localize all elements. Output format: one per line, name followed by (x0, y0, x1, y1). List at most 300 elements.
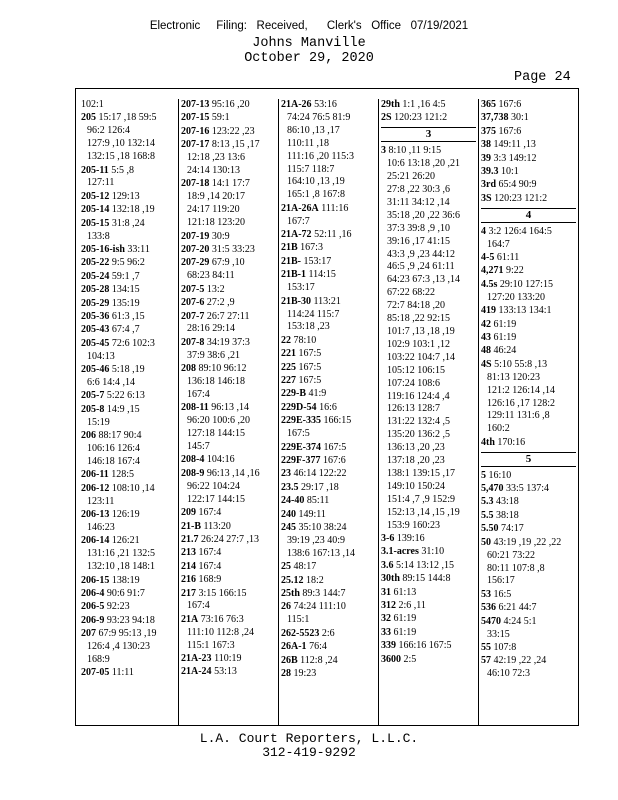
page-line-refs: 5:18 ,19 (111, 364, 145, 376)
index-term: 25 (281, 561, 291, 573)
index-term: 207-18 (181, 178, 210, 190)
index-term: 229D-54 (281, 401, 317, 413)
index-entry (79, 218, 178, 244)
index-entry (79, 628, 178, 667)
index-entry (179, 534, 278, 547)
index-entry (279, 482, 378, 495)
index-term: 207-16 (181, 125, 210, 137)
page-line-refs: 167:6 (498, 99, 522, 110)
entry-first-line (81, 509, 178, 522)
entry-first-line (181, 257, 278, 270)
entry-first-line (181, 363, 278, 376)
index-term: 3600 (381, 653, 401, 665)
index-term: 207-8 (181, 336, 205, 348)
page-line-refs: 129:13 (111, 190, 140, 202)
entry-first-line (81, 483, 178, 496)
entry-first-line (481, 319, 578, 332)
entry-first-line (281, 495, 378, 508)
index-term: 21B-30 (281, 295, 311, 307)
index-term: 229F-377 (281, 454, 321, 466)
entry-first-line (381, 560, 478, 573)
index-term: 23.5 (281, 481, 299, 493)
page-line-refs: 115:7 118:7 (287, 163, 335, 175)
index-entry (179, 614, 278, 653)
entry-first-line (281, 242, 378, 255)
index-entry (479, 193, 578, 206)
entry-continuation (481, 668, 578, 681)
index-term: 26A-1 (281, 641, 307, 653)
page-line-refs: 136:13 ,20 ,23 (387, 442, 445, 454)
index-entry (279, 509, 378, 522)
page-line-refs: 39:16 ,17 41:15 (387, 235, 451, 247)
index-column-5 (478, 99, 578, 725)
entry-continuation (381, 442, 478, 455)
index-entry (479, 305, 578, 318)
index-term: 21A (181, 613, 199, 625)
page-line-refs: 4:24 5:1 (503, 615, 537, 627)
index-term: 375 (481, 125, 496, 137)
page-line-refs: 113:20 (203, 520, 231, 532)
letter-heading: 5 (481, 452, 576, 467)
index-term: 206-4 (81, 588, 105, 600)
index-entry (479, 139, 578, 152)
index-entry (279, 415, 378, 441)
reporter-firm: L.A. Court Reporters, L.L.C. (199, 731, 419, 746)
entry-first-line (481, 265, 578, 278)
page-line-refs: 164:7 (487, 238, 510, 250)
index-term: 4-5 (481, 252, 495, 264)
entry-first-line (281, 375, 378, 388)
index-entry (79, 271, 178, 284)
entry-first-line (481, 602, 578, 615)
index-term: 207-20 (181, 243, 210, 255)
page-line-refs: 126:21 (111, 535, 140, 547)
page-line-refs: 3:3 149:12 (493, 152, 537, 164)
entry-first-line (381, 654, 478, 667)
page-line-refs: 33:11 (127, 243, 150, 255)
document-header (0, 36, 618, 66)
page-line-refs: 33:5 137:4 (506, 483, 550, 495)
entry-continuation (381, 365, 478, 378)
entry-first-line (481, 437, 578, 450)
index-entry (479, 616, 578, 642)
page-line-refs: 96:22 104:24 (187, 480, 241, 492)
page-line-refs: 167:4 (198, 547, 222, 559)
entry-first-line (81, 99, 178, 112)
index-term: 21B- (281, 255, 301, 267)
page-line-refs: 2:5 (403, 653, 417, 665)
index-entry (479, 642, 578, 655)
entry-first-line (181, 284, 278, 297)
page-line-refs: 151:4 ,7 ,9 152:9 (387, 493, 456, 505)
entry-first-line (181, 588, 278, 601)
entry-first-line (181, 99, 278, 112)
page-line-refs: 101:7 ,13 ,18 ,19 (387, 326, 455, 337)
entry-first-line (81, 364, 178, 377)
entry-first-line (181, 244, 278, 257)
index-term: 262-5523 (281, 627, 320, 639)
index-entry (279, 256, 378, 269)
deposition-date: October 29, 2020 (244, 51, 374, 66)
entry-first-line (81, 257, 178, 270)
page-line-refs: 2:6 (321, 627, 335, 639)
page-line-refs: 137:18 ,20 ,23 (387, 455, 445, 467)
page-line-refs: 6:6 14:4 ,14 (87, 377, 136, 389)
index-entry (479, 153, 578, 166)
index-term: 21A-23 (181, 653, 212, 665)
page-line-refs: 127:18 144:15 (187, 428, 246, 440)
page-line-refs: 170:16 (497, 436, 526, 448)
page-line-refs: 31:8 ,24 (111, 217, 145, 229)
letter-heading: 4 (481, 208, 576, 223)
index-entry (479, 226, 578, 252)
index-term: 205-46 (81, 364, 110, 376)
page-line-refs: 18:2 (306, 574, 324, 586)
page-line-refs: 35:18 ,20 ,22 36:6 (387, 209, 461, 221)
page-line-refs: 9:5 96:2 (111, 257, 145, 269)
entry-first-line (281, 628, 378, 641)
page-line-refs: 15:19 (87, 416, 110, 428)
index-term: 25.12 (281, 574, 304, 586)
page-line-refs: 37:3 39:8 ,9 ,10 (387, 222, 451, 234)
entry-continuation (481, 398, 578, 411)
page-line-refs: 126:16 ,17 128:2 (487, 397, 556, 409)
entry-first-line (481, 279, 578, 292)
entry-first-line (281, 482, 378, 495)
index-term: 206-11 (81, 469, 109, 481)
index-term: 207-6 (181, 297, 205, 309)
entry-first-line (181, 178, 278, 191)
entry-first-line (481, 642, 578, 655)
entry-first-line (181, 561, 278, 574)
index-term: 206-15 (81, 574, 110, 586)
index-term: 26 (281, 601, 291, 613)
page-line-refs: 5:22 6:13 (106, 390, 145, 402)
index-entry (79, 509, 178, 535)
index-entry (479, 437, 578, 450)
entry-first-line (81, 165, 178, 178)
index-term: 206-14 (81, 535, 110, 547)
page-line-refs: 127:20 133:20 (487, 291, 546, 303)
page-line-refs: 126:13 128:7 (387, 403, 441, 415)
page-line-refs: 126:4 ,4 130:23 (87, 641, 151, 653)
page-line-refs: 92:23 (106, 601, 130, 613)
index-entry (179, 363, 278, 402)
entry-continuation (381, 352, 478, 365)
page-line-refs: 89:10 96:12 (198, 363, 247, 375)
index-entry (279, 668, 378, 681)
index-term: 205-28 (81, 284, 110, 296)
word-index-frame (75, 88, 579, 726)
entry-first-line (281, 203, 378, 216)
entry-continuation (181, 481, 278, 494)
index-term: 55 (481, 641, 491, 653)
entry-first-line (81, 469, 178, 482)
index-term: 3rd (481, 179, 496, 191)
entry-continuation (181, 640, 278, 653)
index-term: 39.3 (481, 166, 499, 178)
page-line-refs: 76:4 (309, 641, 327, 653)
entry-continuation (281, 189, 378, 202)
index-entry (279, 442, 378, 455)
entry-first-line (481, 179, 578, 192)
page-line-refs: 61:19 (393, 613, 417, 625)
entry-continuation (381, 287, 478, 300)
entry-first-line (381, 613, 478, 626)
page-line-refs: 67:22 68:22 (387, 287, 436, 299)
entry-first-line (281, 388, 378, 401)
index-entry (479, 99, 578, 112)
entry-first-line (281, 402, 378, 415)
page-line-refs: 26:7 27:11 (206, 310, 250, 322)
entry-first-line (381, 99, 478, 112)
index-entry (79, 601, 178, 614)
entry-first-line (481, 359, 578, 372)
entry-first-line (281, 455, 378, 468)
index-term: 207-05 (81, 667, 110, 679)
index-column-4 (378, 99, 478, 725)
page-line-refs: 110:19 (214, 653, 242, 665)
entry-first-line (81, 535, 178, 548)
entry-continuation (81, 177, 178, 190)
index-term: 206-12 (81, 482, 110, 494)
entry-first-line (181, 139, 278, 152)
page-line-refs: 167:6 (498, 125, 522, 137)
entry-first-line (281, 362, 378, 375)
page-line-refs: 8:13 ,15 ,17 (211, 139, 260, 151)
index-term: 3 (381, 145, 386, 157)
entry-first-line (281, 601, 378, 614)
entry-continuation (281, 151, 378, 164)
page-line-refs: 115:1 167:3 (187, 639, 235, 651)
page-line-refs: 13:2 (206, 283, 225, 295)
index-column-1 (79, 99, 178, 725)
page-line-refs: 167:4 (198, 507, 222, 519)
entry-first-line (181, 666, 278, 679)
index-term: 50 (481, 536, 491, 548)
entry-first-line (81, 430, 178, 443)
entry-first-line (281, 229, 378, 242)
entry-first-line (481, 589, 578, 602)
entry-continuation (381, 326, 478, 339)
index-entry (379, 600, 478, 613)
index-entry (79, 535, 178, 574)
entry-continuation (181, 389, 278, 402)
entry-continuation (381, 339, 478, 352)
index-entry (79, 667, 178, 680)
page-line-refs: 3:2 126:4 164:5 (488, 225, 552, 237)
index-term: 229E-335 (281, 415, 321, 427)
index-entry (279, 348, 378, 361)
page-line-refs: 43:19 ,19 ,22 ,22 (493, 536, 562, 548)
page-line-refs: 80:11 107:8 ,8 (487, 562, 545, 574)
index-entry (179, 139, 278, 178)
index-term: 53 (481, 588, 491, 600)
entry-first-line (381, 145, 478, 158)
entry-continuation (381, 481, 478, 494)
index-entry (79, 311, 178, 324)
index-term: 26B (281, 654, 298, 666)
index-entry (379, 640, 478, 653)
index-entry (479, 265, 578, 278)
page-line-refs: 102:1 (81, 99, 104, 110)
index-entry (279, 641, 378, 654)
page-line-refs: 85:11 (306, 495, 330, 507)
index-entry (479, 589, 578, 602)
entry-continuation (81, 125, 178, 138)
entry-continuation (281, 138, 378, 151)
entry-first-line (181, 534, 278, 547)
entry-first-line (481, 252, 578, 265)
index-term: 22 (281, 334, 291, 346)
index-entry (279, 455, 378, 468)
entry-continuation (381, 249, 478, 262)
entry-continuation (381, 520, 478, 533)
index-entry (179, 574, 278, 587)
index-entry (179, 244, 278, 257)
index-term: 3S (481, 192, 492, 204)
entry-continuation (481, 629, 578, 642)
page-line-refs: 153:18 ,23 (287, 321, 330, 333)
entry-continuation (181, 376, 278, 389)
entry-first-line (181, 614, 278, 627)
index-entry (179, 666, 278, 679)
page-line-refs: 128:5 (111, 469, 135, 481)
index-term: 57 (481, 655, 491, 667)
page-line-refs: 67:9 ,10 (211, 257, 245, 269)
entry-continuation (481, 575, 578, 588)
page-line-refs: 138:6 167:13 ,14 (287, 547, 356, 559)
index-term: 31 (381, 586, 391, 598)
entry-continuation (181, 494, 278, 507)
index-term: 213 (181, 547, 196, 559)
entry-first-line (181, 231, 278, 244)
page-line-refs: 33:15 (487, 628, 510, 640)
page-line-refs: 61:19 (493, 332, 517, 343)
index-entry (79, 284, 178, 297)
entry-first-line (481, 112, 578, 125)
page-line-refs: 72:7 84:18 ,20 (387, 300, 446, 312)
index-entry (79, 204, 178, 217)
page-line-refs: 24:14 130:13 (187, 165, 241, 177)
entry-continuation (281, 535, 378, 548)
entry-first-line (81, 284, 178, 297)
page-line-refs: 167:4 (187, 388, 210, 400)
entry-continuation (181, 217, 278, 230)
index-term: 205-12 (81, 190, 110, 202)
company-name: Johns Manville (252, 36, 366, 51)
entry-continuation (81, 351, 178, 364)
index-entry (179, 507, 278, 520)
entry-first-line (281, 296, 378, 309)
page-line-refs: 41:9 (308, 388, 327, 400)
entry-continuation (281, 428, 378, 441)
page-line-refs: 96:2 126:4 (87, 125, 131, 137)
entry-first-line (81, 311, 178, 324)
index-entry (479, 166, 578, 179)
index-entry (279, 468, 378, 481)
entry-first-line (181, 547, 278, 560)
entry-continuation (181, 152, 278, 165)
index-term: 216 (181, 574, 196, 586)
index-term: 5.50 (481, 523, 499, 535)
entry-continuation (481, 292, 578, 305)
index-term: 536 (481, 602, 496, 614)
entry-first-line (281, 641, 378, 654)
page-line-refs: 131:22 132:4 ,5 (387, 416, 451, 428)
index-entry (179, 653, 278, 666)
index-entry (479, 510, 578, 523)
index-term: 205-14 (81, 204, 110, 216)
page-line-refs: 42:19 ,22 ,24 (493, 655, 547, 667)
page-line-refs: 166:16 167:5 (398, 640, 452, 652)
index-entry (379, 533, 478, 546)
page-line-refs: 72:6 102:3 (111, 337, 155, 349)
entry-continuation (381, 403, 478, 416)
page-line-refs: 165:1 ,8 167:8 (287, 189, 346, 201)
index-entry (479, 359, 578, 436)
page-line-refs: 52:11 ,16 (314, 229, 352, 241)
page-line-refs: 10:1 (501, 166, 519, 178)
page-line-refs: 106:16 126:4 (87, 443, 141, 455)
page-line-refs: 78:10 (293, 334, 317, 346)
entry-continuation (381, 184, 478, 197)
entry-continuation (181, 415, 278, 428)
page-line-refs: 111:10 112:8 ,24 (187, 626, 254, 638)
index-term: 207-17 (181, 139, 210, 151)
page-line-refs: 133:8 (87, 230, 110, 242)
page-line-refs: 43:18 (496, 496, 519, 508)
entry-continuation (381, 494, 478, 507)
index-entry (379, 145, 478, 532)
entry-continuation (381, 223, 478, 236)
page-line-refs: 115:1 (287, 614, 310, 626)
page-line-refs: 122:17 144:15 (187, 493, 246, 505)
index-term: 3.6 (381, 559, 394, 571)
page-line-refs: 113:21 (313, 295, 341, 307)
page-line-refs: 167:7 (287, 215, 310, 227)
index-entry (179, 257, 278, 283)
page-line-refs: 127:11 (87, 177, 115, 189)
page-line-refs: 135:19 (111, 297, 140, 309)
page-line-refs: 127:9 ,10 132:14 (87, 138, 156, 150)
page-line-refs: 74:24 76:5 81:9 (287, 111, 351, 123)
entry-first-line (81, 244, 178, 257)
index-term: 21.7 (181, 533, 199, 545)
entry-continuation (381, 261, 478, 274)
page-line-refs: 129:11 131:6 ,8 (487, 410, 550, 422)
page-line-refs: 120:23 121:2 (494, 192, 548, 204)
index-entry (379, 560, 478, 573)
index-entry (379, 627, 478, 640)
index-term: 48 (481, 345, 491, 357)
entry-continuation (181, 270, 278, 283)
index-term: 205-45 (81, 337, 110, 349)
index-entry (279, 362, 378, 375)
index-term: 207-15 (181, 112, 210, 124)
entry-first-line (281, 335, 378, 348)
entry-continuation (381, 274, 478, 287)
entry-first-line (481, 99, 578, 112)
entry-first-line (481, 537, 578, 550)
entry-first-line (481, 470, 578, 483)
index-entry (179, 468, 278, 507)
page-line-refs: 31:11 34:12 ,14 (387, 196, 450, 208)
entry-first-line (181, 454, 278, 467)
index-entry (379, 573, 478, 586)
entry-first-line (181, 112, 278, 125)
page-line-refs: 18:9 ,14 20:17 (187, 191, 246, 203)
